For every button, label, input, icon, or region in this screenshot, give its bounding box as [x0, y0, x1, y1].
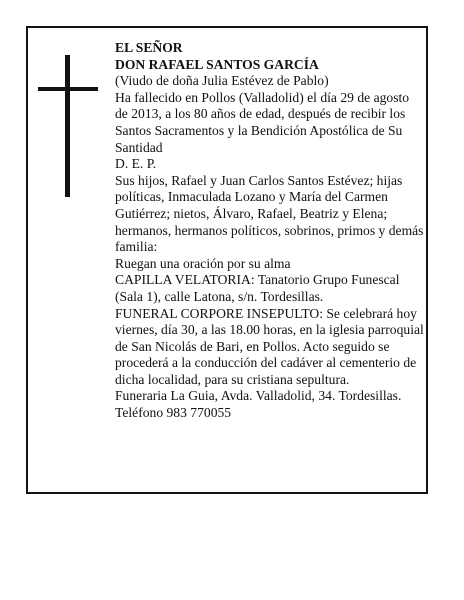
obituary-text	[115, 40, 425, 422]
obituary-notice-frame	[26, 26, 428, 494]
cross-vertical-bar	[65, 55, 70, 197]
family-list: Sus hijos, Rafael y Juan Carlos Santos Estévez; hijas políticas, Inmaculada Lozano y María del Carmen Gutiérrez; nietos, Álvaro, Rafael, Beatriz y Elena; hermanos, hermanos políticos, sobrinos, primos y demás familia:	[115, 172, 424, 255]
funeral-home: Funeraria La Guia, Avda. Valladolid, 34. Tordesillas.	[115, 388, 402, 404]
wake-location: CAPILLA VELATORIA: Tanatorio Grupo Funescal (Sala 1), calle Latona, s/n. Tordesillas.	[115, 272, 400, 304]
deceased-title: EL SEÑOR	[115, 40, 183, 55]
prayer-request: Ruegan una oración por su alma	[115, 255, 291, 271]
rip-line: D. E. P.	[115, 156, 157, 172]
deceased-name: DON RAFAEL SANTOS GARCÍA	[115, 56, 319, 72]
death-announcement: Ha fallecido en Pollos (Valladolid) el día 29 de agosto de 2013, a los 80 años de edad, después de recibir los Santos Sacramentos y la Bendición Apostólica de Su Santidad	[115, 89, 410, 155]
funeral-details: FUNERAL CORPORE INSEPULTO: Se celebrará hoy viernes, día 30, a las 18.00 horas, en la iglesia parroquial de San Nicolás de Bari, en Pollos. Acto seguido se procederá a la conducción del cadáver al cementerio de dicha localidad, para su cristiana sepultura.	[115, 305, 424, 387]
widower-note: (Viudo de doña Julia Estévez de Pablo)	[115, 73, 329, 89]
phone-number: Teléfono 983 770055	[115, 405, 232, 421]
cross-horizontal-bar	[38, 87, 98, 91]
